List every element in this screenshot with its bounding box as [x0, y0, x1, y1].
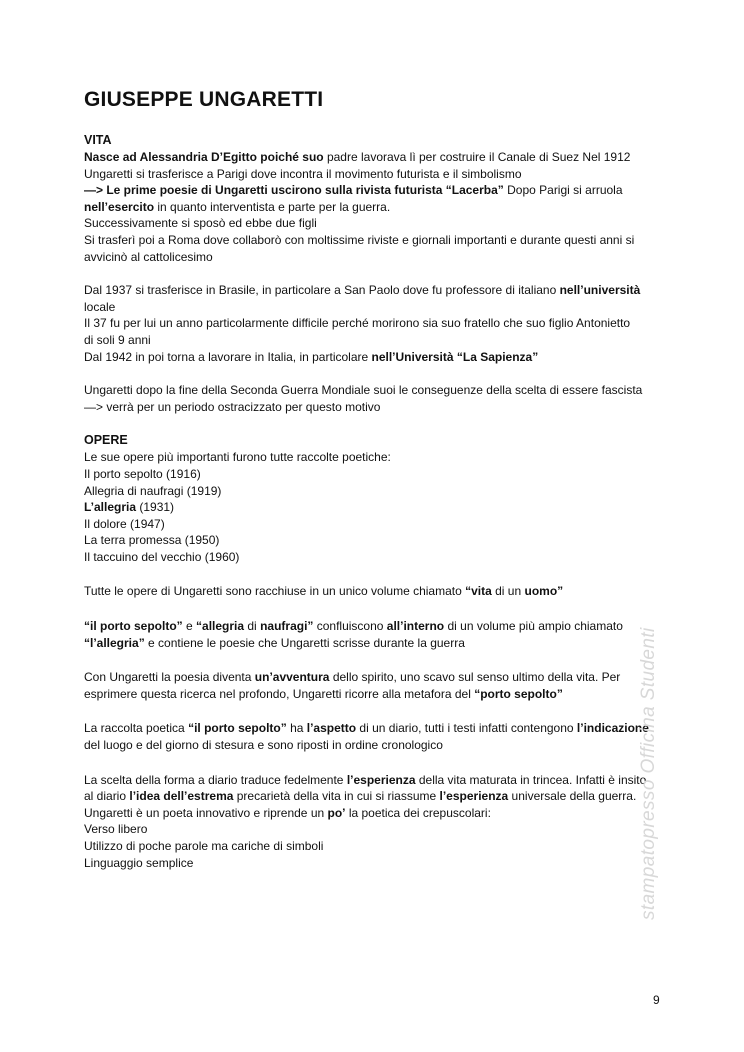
section-heading-opere: OPERE — [84, 433, 128, 448]
page-number: 9 — [653, 993, 660, 1007]
text-line: Tutte le opere di Ungaretti sono racchiuse in un unico volume chiamato “vita di un uomo” — [84, 584, 564, 599]
document-page — [84, 88, 674, 871]
text-line: —> Le prime poesie di Ungaretti uscirono sulla rivista futurista “Lacerba” Dopo Parigi si arruola — [84, 183, 623, 198]
list-item: Il dolore (1947) — [84, 516, 165, 531]
text-line: Ungaretti dopo la fine della Seconda Guerra Mondiale suoi le conseguenze della scelta di essere fascista — [84, 383, 643, 398]
text-line: Dal 1942 in poi torna a lavorare in Italia, in particolare nell’Università “La Sapienza” — [84, 349, 539, 364]
text-line: “il porto sepolto” e “allegria di naufragi” confluiscono all’interno di un volume più ampio chiamato — [84, 619, 623, 634]
text-line: Dal 1937 si trasferisce in Brasile, in particolare a San Paolo dove fu professore di italiano nell’università — [84, 283, 641, 298]
text-line: nell’esercito in quanto interventista e parte per la guerra. — [84, 199, 391, 214]
text-line: Successivamente si sposò ed ebbe due figli — [84, 216, 317, 231]
text-line: —> verrà per un periodo ostracizzato per questo motivo — [84, 399, 381, 414]
text-line: La raccolta poetica “il porto sepolto” ha l’aspetto di un diario, tutti i testi infatti contengono l’indicazione — [84, 721, 649, 736]
list-item: Verso libero — [84, 822, 148, 837]
list-item: Il porto sepolto (1916) — [84, 466, 201, 481]
text-line: locale — [84, 299, 116, 314]
list-item: Il taccuino del vecchio (1960) — [84, 549, 240, 564]
list-item: L’allegria (1931) — [84, 500, 175, 515]
list-item: Allegria di naufragi (1919) — [84, 483, 222, 498]
text-line: esprimere questa ricerca nel profondo, Ungaretti ricorre alla metafora del “porto sepolto” — [84, 686, 563, 701]
text-line: Si trasferì poi a Roma dove collaborò con moltissime riviste e giornali importanti e durante questi anni si — [84, 232, 635, 247]
text-line: al diario l’idea dell’estrema precarietà della vita in cui si riassume l’esperienza universale della guerra. — [84, 789, 637, 804]
text-line: Con Ungaretti la poesia diventa un’avventura dello spirito, uno scavo sul senso ultimo della vita. Per — [84, 670, 621, 685]
text-line: del luogo e del giorno di stesura e sono riposti in ordine cronologico — [84, 738, 443, 753]
list-item: Utilizzo di poche parole ma cariche di simboli — [84, 839, 324, 853]
page-title: GIUSEPPE UNGARETTI — [84, 88, 324, 111]
watermark: stampatopresso Officina Studenti — [638, 627, 659, 920]
text-line: “l’allegria” e contiene le poesie che Ungaretti scrisse durante la guerra — [84, 635, 465, 650]
text-line: Ungaretti è un poeta innovativo e riprende un po’ la poetica dei crepuscolari: — [84, 805, 491, 820]
text-line: Il 37 fu per lui un anno particolarmente difficile perché morirono sia suo fratello che suo figlio Antonietto — [84, 316, 631, 331]
text-line: di soli 9 anni — [84, 332, 151, 347]
text-line: Le sue opere più importanti furono tutte raccolte poetiche: — [84, 450, 391, 465]
text-line: Nasce ad Alessandria D’Egitto poiché suo padre lavorava lì per costruire il Canale di Suez Nel 1912 — [84, 150, 631, 164]
text-line: La scelta della forma a diario traduce fedelmente l’esperienza della vita maturata in trincea. Infatti è insito — [84, 772, 647, 787]
text-line: Ungaretti si trasferisce a Parigi dove incontra il movimento futurista e il simbolismo — [84, 166, 522, 181]
section-heading-vita: VITA — [84, 133, 112, 147]
list-item: Linguaggio semplice — [84, 855, 194, 870]
list-item: La terra promessa (1950) — [84, 533, 220, 548]
text-line: avvicinò al cattolicesimo — [84, 249, 213, 264]
